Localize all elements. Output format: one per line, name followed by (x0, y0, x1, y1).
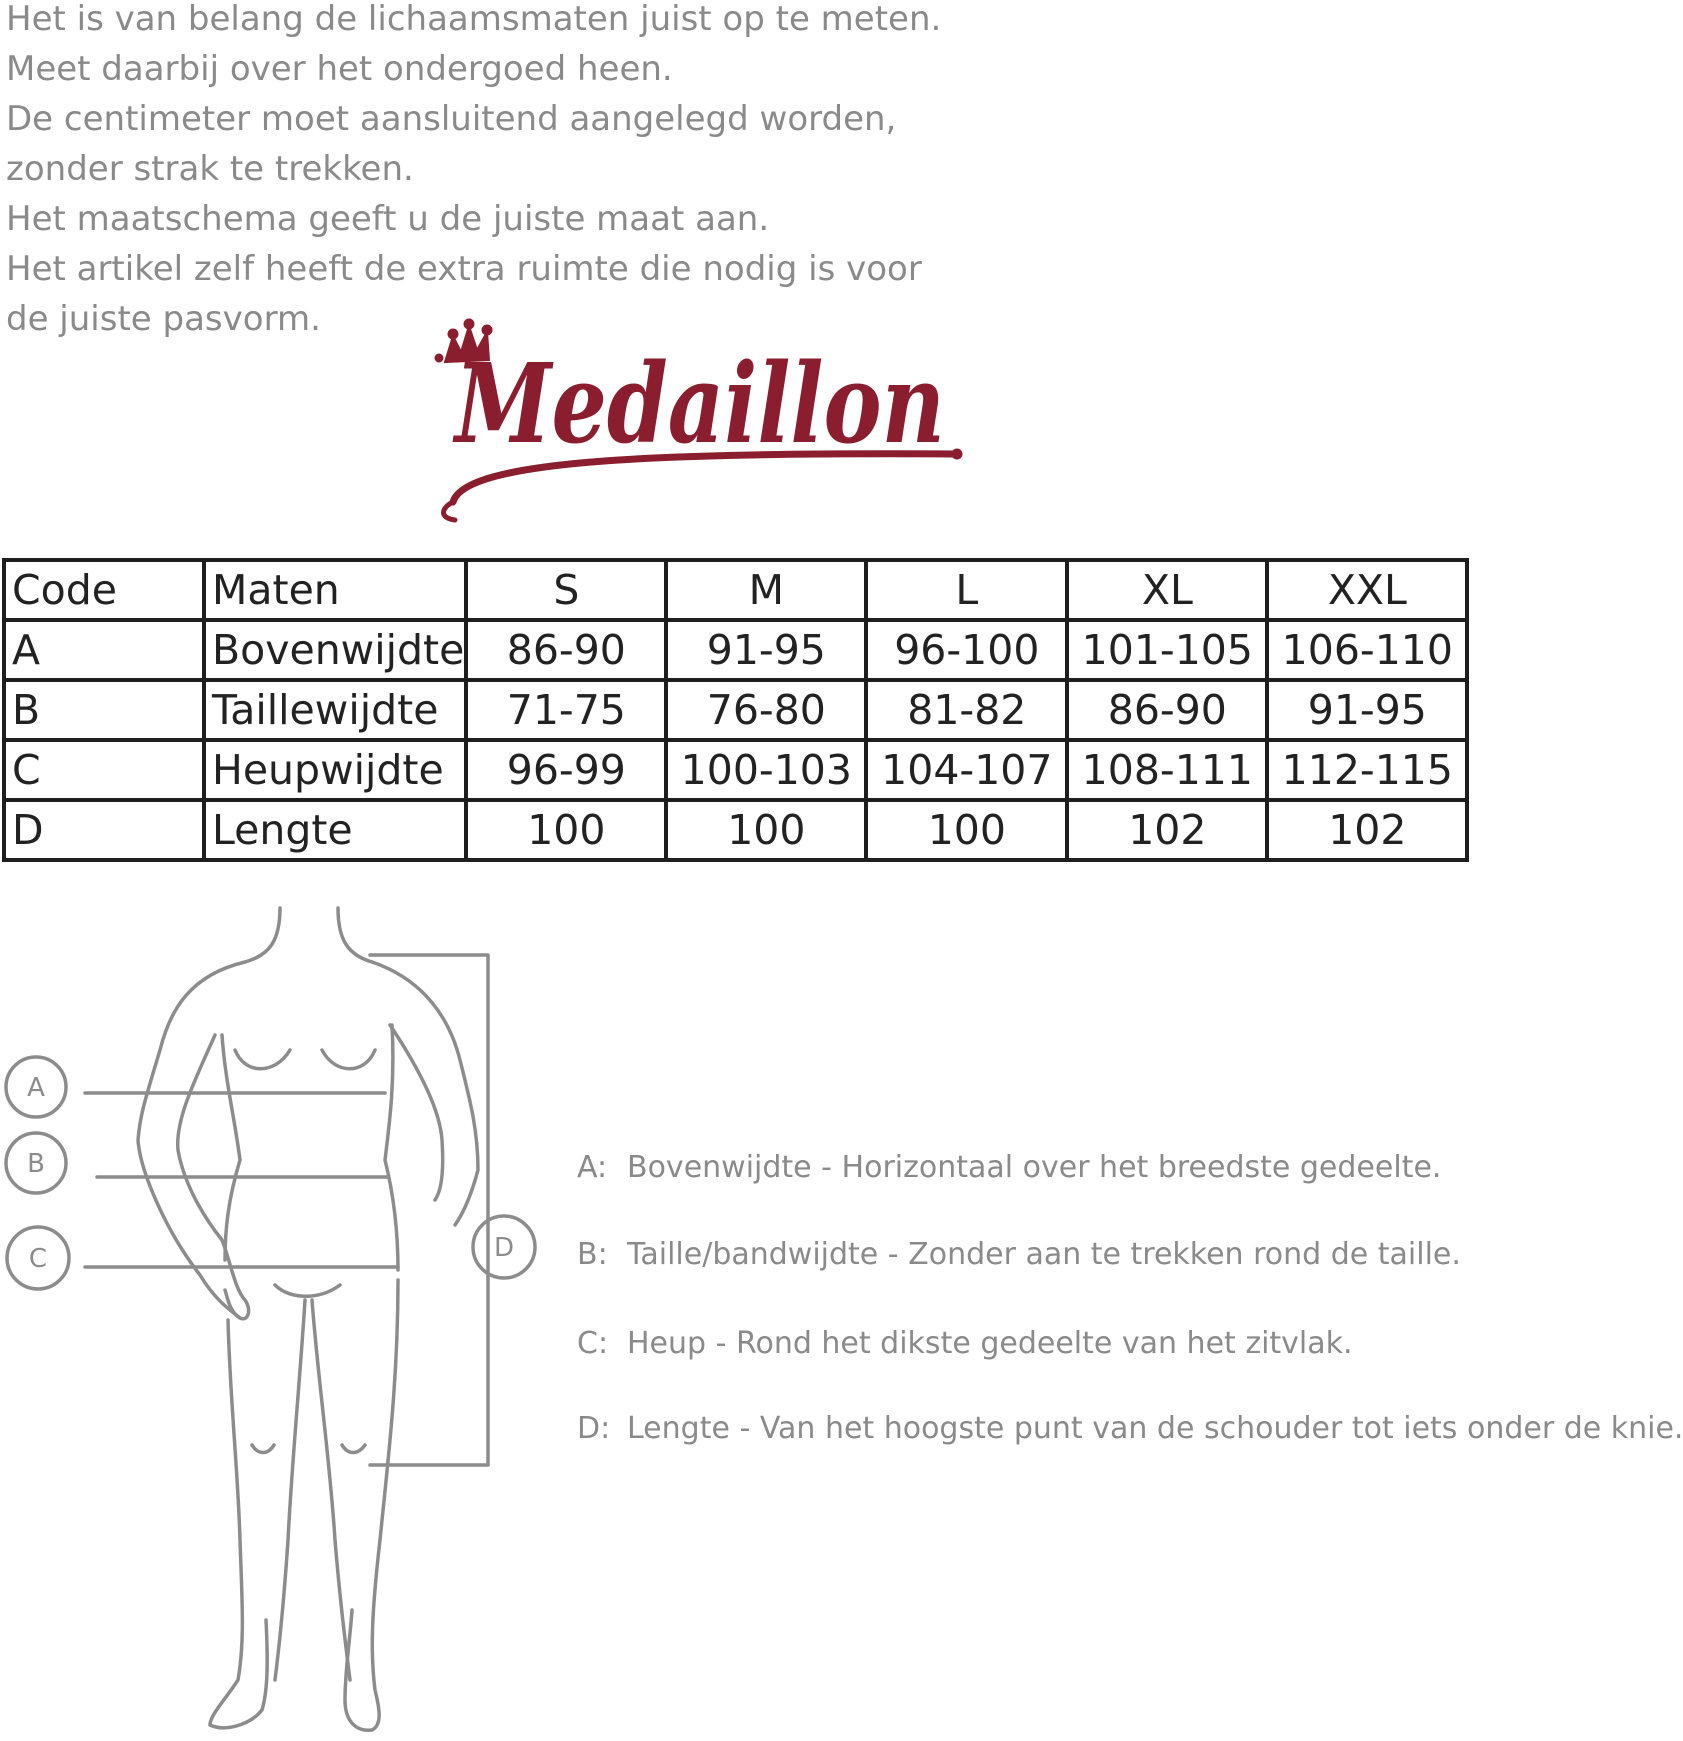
table-cell-measure: Taillewijdte (204, 680, 466, 740)
header-cell-maten: Maten (204, 560, 466, 620)
table-row (4, 620, 1467, 680)
header-cell-size: S (466, 560, 666, 620)
table-cell-value: 86-90 (466, 620, 666, 680)
table-row (4, 800, 1467, 860)
table-cell-value: 100 (666, 800, 866, 860)
table-cell-measure: Bovenwijdte (204, 620, 466, 680)
legend-code: C: (577, 1326, 609, 1361)
body-measurement-figure (0, 900, 560, 1737)
table-cell-code: C (4, 740, 204, 800)
table-row (4, 680, 1467, 740)
table-cell-value: 100-103 (666, 740, 866, 800)
legend-item (577, 1411, 1683, 1451)
table-cell-value: 96-100 (866, 620, 1067, 680)
header-cell-size: M (666, 560, 866, 620)
brand-logo (435, 312, 975, 522)
marker-label: B (27, 1149, 45, 1179)
table-cell-value: 108-111 (1067, 740, 1267, 800)
table-cell-value: 112-115 (1267, 740, 1467, 800)
legend-text: Bovenwijdte - Horizontaal over het breedste gedeelte. (627, 1150, 1442, 1185)
table-cell-value: 96-99 (466, 740, 666, 800)
table-cell-value: 102 (1267, 800, 1467, 860)
legend-code: A: (577, 1150, 608, 1185)
legend-code: D: (577, 1411, 611, 1446)
legend-text: Heup - Rond het dikste gedeelte van het zitvlak. (627, 1326, 1353, 1361)
table-cell-value: 102 (1067, 800, 1267, 860)
table-header-row (4, 560, 1467, 620)
size-table (2, 558, 1469, 862)
legend-text: Lengte - Van het hoogste punt van de schouder tot iets onder de knie. (627, 1411, 1683, 1446)
table-cell-value: 81-82 (866, 680, 1067, 740)
header-cell-size: XXL (1267, 560, 1467, 620)
intro-line: Het is van belang de lichaamsmaten juist op te meten. (6, 0, 942, 39)
table-cell-value: 76-80 (666, 680, 866, 740)
table-cell-measure: Lengte (204, 800, 466, 860)
header-cell-size: L (866, 560, 1067, 620)
legend-item (577, 1150, 1441, 1190)
table-cell-measure: Heupwijdte (204, 740, 466, 800)
legend-text: Taille/bandwijdte - Zonder aan te trekken rond de taille. (627, 1237, 1461, 1272)
table-row (4, 740, 1467, 800)
legend-code: B: (577, 1237, 608, 1272)
table-cell-value: 100 (466, 800, 666, 860)
intro-line: zonder strak te trekken. (6, 149, 414, 189)
table-cell-value: 106-110 (1267, 620, 1467, 680)
marker-label: C (28, 1244, 48, 1274)
marker-label: D (493, 1233, 515, 1263)
table-cell-value: 101-105 (1067, 620, 1267, 680)
table-cell-value: 91-95 (1267, 680, 1467, 740)
legend-item (577, 1237, 1461, 1277)
intro-line: De centimeter moet aansluitend aangelegd worden, (6, 99, 897, 139)
legend-item (577, 1326, 1353, 1366)
crown-icon (435, 312, 975, 522)
header-cell-size: XL (1067, 560, 1267, 620)
table-cell-code: B (4, 680, 204, 740)
intro-text (6, 0, 1006, 344)
table-cell-value: 71-75 (466, 680, 666, 740)
marker-label: A (27, 1073, 45, 1103)
table-cell-value: 100 (866, 800, 1067, 860)
header-cell-code: Code (4, 560, 204, 620)
table-cell-value: 86-90 (1067, 680, 1267, 740)
table-cell-value: 91-95 (666, 620, 866, 680)
intro-line: Het artikel zelf heeft de extra ruimte die nodig is voor (6, 249, 922, 289)
table-cell-value: 104-107 (866, 740, 1067, 800)
intro-line: Meet daarbij over het ondergoed heen. (6, 49, 673, 89)
table-cell-code: A (4, 620, 204, 680)
body-outline-icon (0, 900, 560, 1737)
intro-line: Het maatschema geeft u de juiste maat aan. (6, 199, 770, 239)
intro-line: de juiste pasvorm. (6, 299, 321, 339)
brand-name: Medaillon (451, 339, 945, 468)
table-cell-code: D (4, 800, 204, 860)
